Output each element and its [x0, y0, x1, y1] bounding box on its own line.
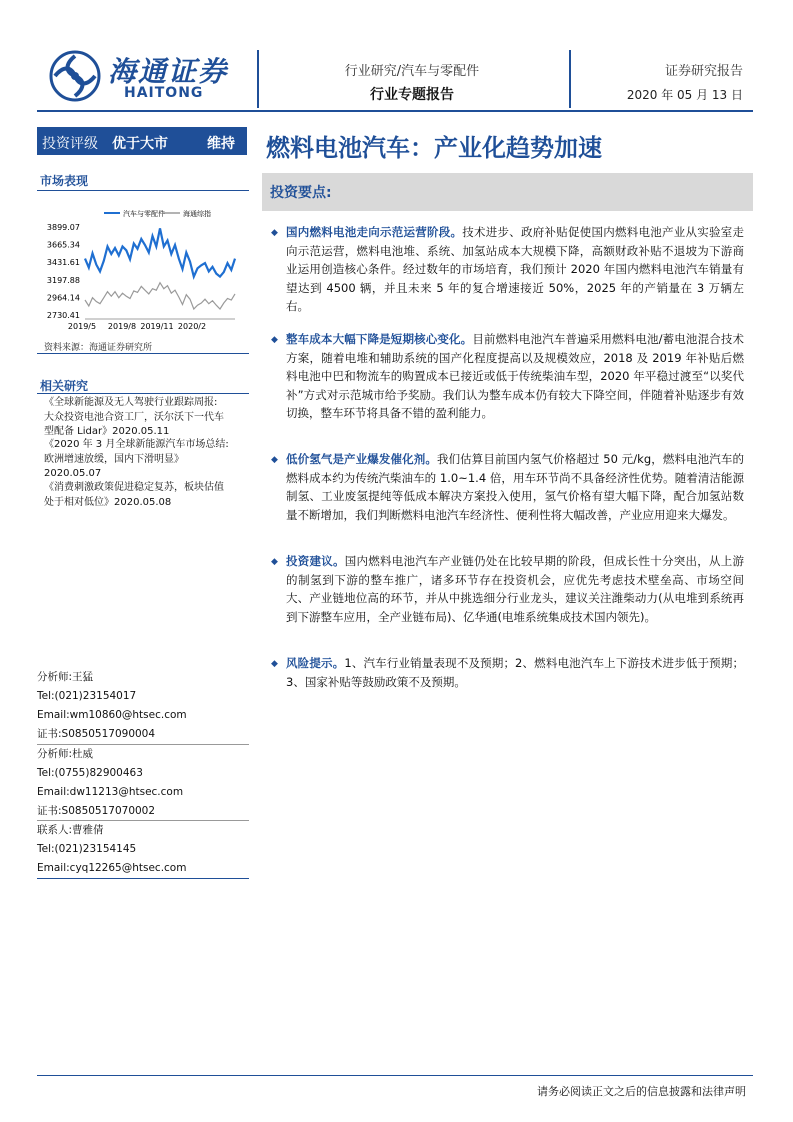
brand-name-en: HAITONG [124, 85, 204, 101]
related-line: 型配备 Lidar》2020.05.11 [44, 426, 170, 437]
related-line: 《2020 年 3 月全球新能源汽车市场总结: [44, 439, 229, 450]
contact-tel: Tel:(021)23154145 [37, 843, 137, 855]
market-heading: 市场表现 [40, 174, 89, 188]
y-tick-label: 3431.61 [46, 258, 80, 268]
footer-rule [37, 1075, 753, 1076]
related-item[interactable] [44, 438, 249, 482]
keypoint-title: 投资建议。 [286, 554, 345, 568]
keypoint-text: 国内燃料电池汽车产业链仍处在比较早期的阶段，但成长性十分突出，从上游的制氢到下游的整车推广，诸多环节存在投资机会，应优先考虑技术壁垒高、市场空间大、产业链地位高的环节，并从中挑选细分行业龙头，建议关注潍柴动力(从电堆到系统再到下游整车应用，全产业链布局)、亿华通(电堆系统集成技术国内领先)。 [286, 554, 744, 624]
rating-action: 维持 [207, 136, 235, 152]
section-rule [37, 353, 249, 354]
related-line: 处于相对低位》2020.05.08 [44, 496, 172, 508]
page-title: 燃料电池汽车：产业化趋势加速 [266, 133, 602, 162]
bullet-icon: ◆ [271, 228, 278, 238]
footer-disclaimer[interactable]: 请务必阅读正文之后的信息披露和法律声明 [537, 1085, 746, 1098]
report-date: 2020 年 05 月 13 日 [626, 88, 743, 102]
haitong-logo-icon [47, 50, 103, 102]
section-rule [37, 190, 249, 191]
keypoint-paragraph [286, 223, 744, 316]
analyst-block [37, 821, 249, 878]
contact-name: 联系人:曹雅倩 [37, 824, 104, 836]
keypoint-paragraph [286, 654, 744, 691]
report-type: 行业专题报告 [370, 87, 454, 103]
analyst-cert: 证书:S0850517070002 [37, 805, 156, 817]
related-line: 《全球新能源及无人驾驶行业跟踪周报: [44, 397, 218, 408]
y-tick-label: 3899.07 [46, 223, 80, 232]
keypoint-title: 国内燃料电池走向示范运营阶段。 [286, 225, 463, 239]
keypoint-paragraph [286, 552, 744, 626]
related-item[interactable] [44, 481, 249, 510]
y-tick-label: 3665.34 [46, 240, 80, 250]
report-label: 证券研究报告 [664, 64, 743, 79]
x-tick-label: 2019/8 [107, 322, 137, 331]
analyst-block [37, 745, 249, 821]
legend-label-b: 海通综指 [183, 210, 211, 218]
related-heading: 相关研究 [40, 379, 89, 393]
contact-email[interactable]: Email:cyq12265@htsec.com [37, 862, 187, 874]
related-line: 大众投资电池合资工厂，沃尔沃下一代车 [44, 411, 224, 423]
legend-label-a: 汽车与零配件 [123, 210, 165, 218]
rating-bar [37, 127, 247, 155]
section-rule [37, 393, 249, 394]
header-divider [569, 50, 571, 108]
keypoints-banner [262, 173, 753, 211]
keypoint-paragraph [286, 450, 744, 524]
bullet-icon: ◆ [271, 335, 278, 345]
keypoint-text: 我们估算目前国内氢气价格超过 50 元/kg，燃料电池汽车的燃料成本约为传统汽柴油车的 1.0~1.4 倍，用车环节尚不具备经济性优势。随着清洁能源制氢、工业废氢提纯等低成本解决方案投入使用，氢气价格有望大幅下降，配合加氢站数量不断增加，我们判断燃料电池汽车经济性、便利性将大幅改善，产业应用迎来大爆发。 [286, 452, 745, 522]
keypoints-heading: 投资要点: [270, 185, 332, 201]
keypoint-paragraph [286, 330, 744, 423]
bullet-icon: ◆ [271, 455, 278, 465]
analyst-tel: Tel:(0755)82900463 [37, 767, 143, 779]
brand-name-cn: 海通证券 [108, 55, 229, 88]
chart-source: 资料来源：海通证券研究所 [44, 343, 153, 353]
y-tick-label: 3197.88 [46, 275, 80, 285]
related-line: 欧洲增速放缓，国内下滑明显》 [44, 453, 184, 465]
bullet-icon: ◆ [271, 557, 278, 567]
series-line-haitong-index [85, 283, 235, 309]
y-tick-label: 2730.41 [46, 311, 80, 320]
analyst-cert: 证书:S0850517090004 [37, 728, 156, 740]
analyst-email[interactable]: Email:dw11213@htsec.com [37, 786, 184, 798]
header-divider [257, 50, 259, 108]
x-tick-label: 2019/11 [140, 322, 174, 331]
analyst-email[interactable]: Email:wm10860@htsec.com [37, 709, 187, 721]
x-tick-label: 2019/5 [67, 322, 97, 331]
rating-value: 优于大市 [112, 136, 168, 152]
keypoint-text: 目前燃料电池汽车普遍采用燃料电池/蓄电池混合技术方案，随着电堆和辅助系统的国产化程度提高以及规模效应，2018 及 2019 年补贴后燃料电池中巴和物流车的购置成本已接近或低于传统柴油车型，2020 年平稳过渡至“以奖代补”方式对示范城市给予奖励。我们认为整车成本仍有较大下降空间，伴随着补贴逐步有效切换，整车环节将具备不错的盈利能力。 [286, 332, 745, 420]
analyst-name: 分析师:王猛 [37, 671, 94, 683]
section-rule [37, 878, 249, 879]
related-line: 2020.05.07 [44, 468, 102, 479]
analyst-block [37, 668, 249, 744]
bullet-icon: ◆ [271, 659, 278, 669]
market-chart [40, 196, 250, 332]
keypoint-title: 整车成本大幅下降是短期核心变化。 [286, 332, 473, 346]
rating-label: 投资评级 [42, 136, 98, 152]
report-category: 行业研究/汽车与零配件 [344, 64, 480, 79]
related-line: 《消费刺激政策促进稳定复苏，板块估值 [44, 482, 224, 493]
analyst-name: 分析师:杜威 [37, 748, 94, 760]
related-item[interactable] [44, 396, 249, 440]
keypoint-text: 1、汽车行业销量表现不及预期；2、燃料电池汽车上下游技术进步低于预期；3、国家补贴等鼓励政策不及预期。 [286, 656, 744, 689]
analyst-tel: Tel:(021)23154017 [37, 690, 137, 702]
keypoint-text: 技术进步、政府补贴促使国内燃料电池产业从实验室走向示范运营，燃料电池堆、系统、加氢站成本大规模下降，高额财政补贴不退坡为下游商业运用创造核心条件。经过数年的市场培育，我们预计 2020 年国内燃料电池汽车销量有望达到 4500 辆，并且未来 5 年的复合增速接近 50%，2025 年的产销量在 3 万辆左右。 [286, 225, 744, 313]
keypoint-title: 低价氢气是产业爆发催化剂。 [286, 452, 437, 466]
x-tick-label: 2020/2 [177, 322, 207, 331]
y-tick-label: 2964.14 [46, 293, 80, 303]
keypoint-title: 风险提示。 [286, 656, 345, 670]
header-rule [37, 110, 753, 112]
series-line-auto-parts [85, 228, 235, 276]
